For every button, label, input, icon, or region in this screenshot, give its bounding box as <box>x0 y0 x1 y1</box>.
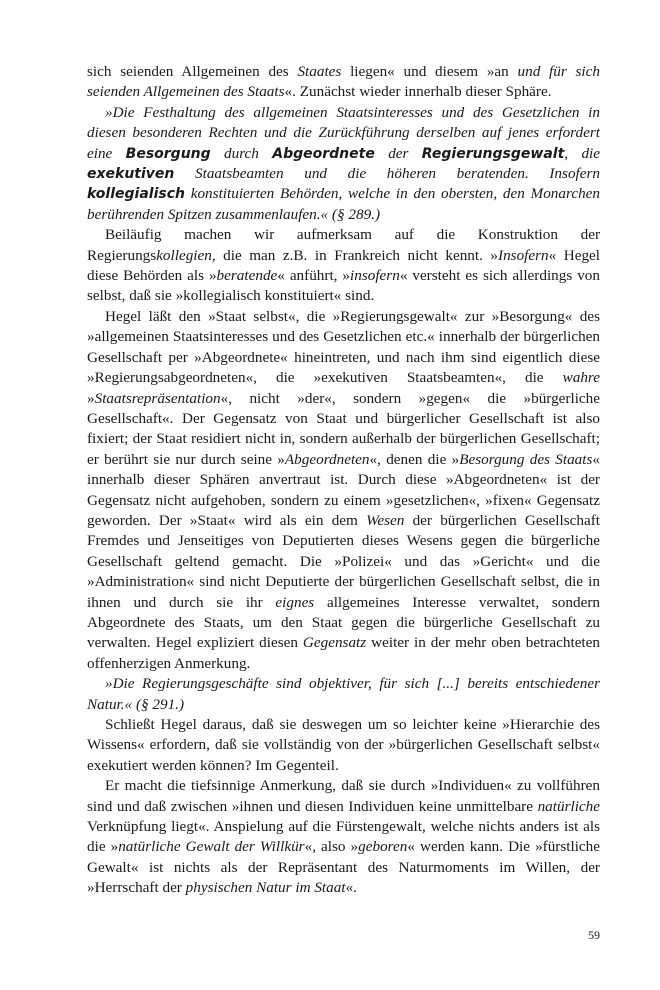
page-body <box>87 62 600 899</box>
italic-span: »Die Festhaltung des allgemeinen Staatsinteresses und des Gesetzlichen in diesen besonderen Rechten und die Zurückführung derselben auf jenes erfordert eine <box>87 103 600 162</box>
text-span: Verknüpfung liegt«. Anspielung auf die Fürstengewalt, welche nichts anders ist als die » <box>87 818 600 856</box>
text-span: « anführt, » <box>277 267 351 285</box>
text-span: der bürgerlichen Gesellschaft Fremdes und Jenseitiges von Deputierten dieses Wesens gegen die bürgerliche Gesellschaft geltend gemacht. Die »Polizei« und das »Gericht« und die »Administration« sind nicht Deputierte der bürgerlichen Gesellschaft selbst, die in ihnen und durch sie ihr <box>87 511 600 611</box>
text-span: Beiläufig machen wir aufmerksam auf die Konstruktion der Regierungs <box>87 226 600 264</box>
text-span: weiter in der mehr oben betrachteten offenherzigen Anmerkung. <box>87 634 600 672</box>
italic-span: insofern <box>350 267 400 285</box>
paragraph-anmerkung <box>87 776 600 898</box>
text-span: « werden kann. Die »fürstliche Gewalt« ist nichts als der Repräsentant des Naturmoments im Willen, der »Herrschaft der <box>87 838 601 897</box>
italic-span: Insofern <box>498 246 549 264</box>
italic-span: , die <box>564 144 600 162</box>
italic-span: der <box>374 144 422 162</box>
text-span: Hegel läßt den »Staat selbst«, die »Regierungsgewalt« zur »Besorgung« des »allgemeinen Staatsinteresses und des Gesetzlichen etc.« innerhalb der bürgerlichen Gesellschaft per »Abgeordnete« hineintreten, und nach ihm sind eigentlich diese »Regierungsabgeordneten«, die »exekutiven Staatsbeamten«, die <box>87 307 600 387</box>
italic-span: wahre <box>562 369 600 387</box>
bold-span: Regierungsgewalt <box>421 145 565 162</box>
italic-span: Staates <box>297 63 342 80</box>
italic-span: Abgeordneten <box>284 450 370 468</box>
italic-span: Besorgung des Staats <box>459 450 593 468</box>
bold-span: Besorgung <box>125 145 211 162</box>
italic-span: und für sich seienden Allgemeinen des Staats <box>87 63 600 101</box>
page-number: 59 <box>588 928 600 942</box>
paragraph-staat-selbst <box>87 307 600 674</box>
italic-span: Gegensatz <box>302 634 367 652</box>
italic-span: konstituierten Behörden, welche in den obersten, den Monarchen berührenden Spitzen zusammenlaufen.« (§ 289.) <box>87 185 600 223</box>
text-span: «, also » <box>304 838 359 856</box>
text-span: liegen« und diesem »an <box>341 63 518 80</box>
text-span: « innerhalb dieser Sphären anvertraut ist. Durch diese »Abgeordneten« ist der Gegensatz nicht aufgehoben, sondern zu einem »gesetzlichen«, »fixen« Gegensatz geworden. Der »Staat« wird als ein dem <box>87 450 600 529</box>
italic-span: kollegien <box>156 246 212 264</box>
text-span: , die man z.B. in Frankreich nicht kennt. » <box>211 246 499 264</box>
italic-span: natürliche Gewalt der Willkür <box>118 838 305 856</box>
text-span: allgemeines Interesse verwaltet, sondern Abgeordnete des Staats, um den Staat gegen die bürgerliche Gesellschaft zu verwalten. Hegel expliziert diesen <box>87 593 600 652</box>
italic-span: natürliche <box>537 797 600 815</box>
italic-span: »Die Regierungsgeschäfte sind objektiver, für sich [...] bereits entschiedener Natur.« (§ 291.) <box>87 675 600 713</box>
italic-span: physischen Natur im Staat <box>185 879 346 897</box>
text-span: «, nicht »der«, sondern »gegen« die »bürgerliche Gesellschaft«. Der Gegensatz von Staat und bürgerlicher Gesellschaft ist also fixiert; der Staat residiert nicht in, sondern außerhalb der bürgerlichen Gesellschaft; er berührt sie nur durch seine » <box>87 389 600 468</box>
paragraph-kollegien <box>87 225 600 307</box>
text-span: «. Zunächst wieder innerhalb dieser Sphäre. <box>284 83 552 101</box>
quote-paragraph-291 <box>87 674 600 715</box>
italic-span: eignes <box>275 593 315 611</box>
text-span: «. <box>345 879 357 897</box>
text-span: sich seienden Allgemeinen des <box>87 63 298 80</box>
text-span: « Hegel diese Behörden als » <box>87 246 601 285</box>
bold-span: Abgeordnete <box>272 145 375 162</box>
italic-span: Wesen <box>366 511 405 529</box>
italic-span: geboren <box>358 838 408 856</box>
quote-paragraph-289 <box>87 103 600 225</box>
paragraph-continuation <box>87 62 600 103</box>
text-span: Schließt Hegel daraus, daß sie deswegen um so leichter keine »Hierarchie des Wissens« erfordern, daß sie vollständig von der »bürgerlichen Gesellschaft selbst« exekutiert werden können? Im Gegenteil. <box>87 716 600 774</box>
bold-span: exekutiven <box>87 166 175 183</box>
italic-span: beratende <box>216 267 278 285</box>
bold-span: kollegialisch <box>87 186 185 203</box>
italic-span: Staatsrepräsentation <box>94 389 221 407</box>
text-span: «, denen die » <box>369 450 460 468</box>
italic-span: Staatsbeamten und die höheren beratenden. Insofern <box>174 165 600 183</box>
text-span: « versteht es sich allerdings von selbst, daß sie »kollegialisch konstituiert« sind. <box>87 267 600 305</box>
text-span: » <box>87 389 95 407</box>
text-span: Er macht die tiefsinnige Anmerkung, daß sie durch »Individuen« zu vollführen sind und daß zwischen »ihnen und diesen Individuen keine unmittelbare <box>87 777 600 815</box>
italic-span: durch <box>210 144 273 162</box>
paragraph-hierarchie <box>87 715 600 776</box>
